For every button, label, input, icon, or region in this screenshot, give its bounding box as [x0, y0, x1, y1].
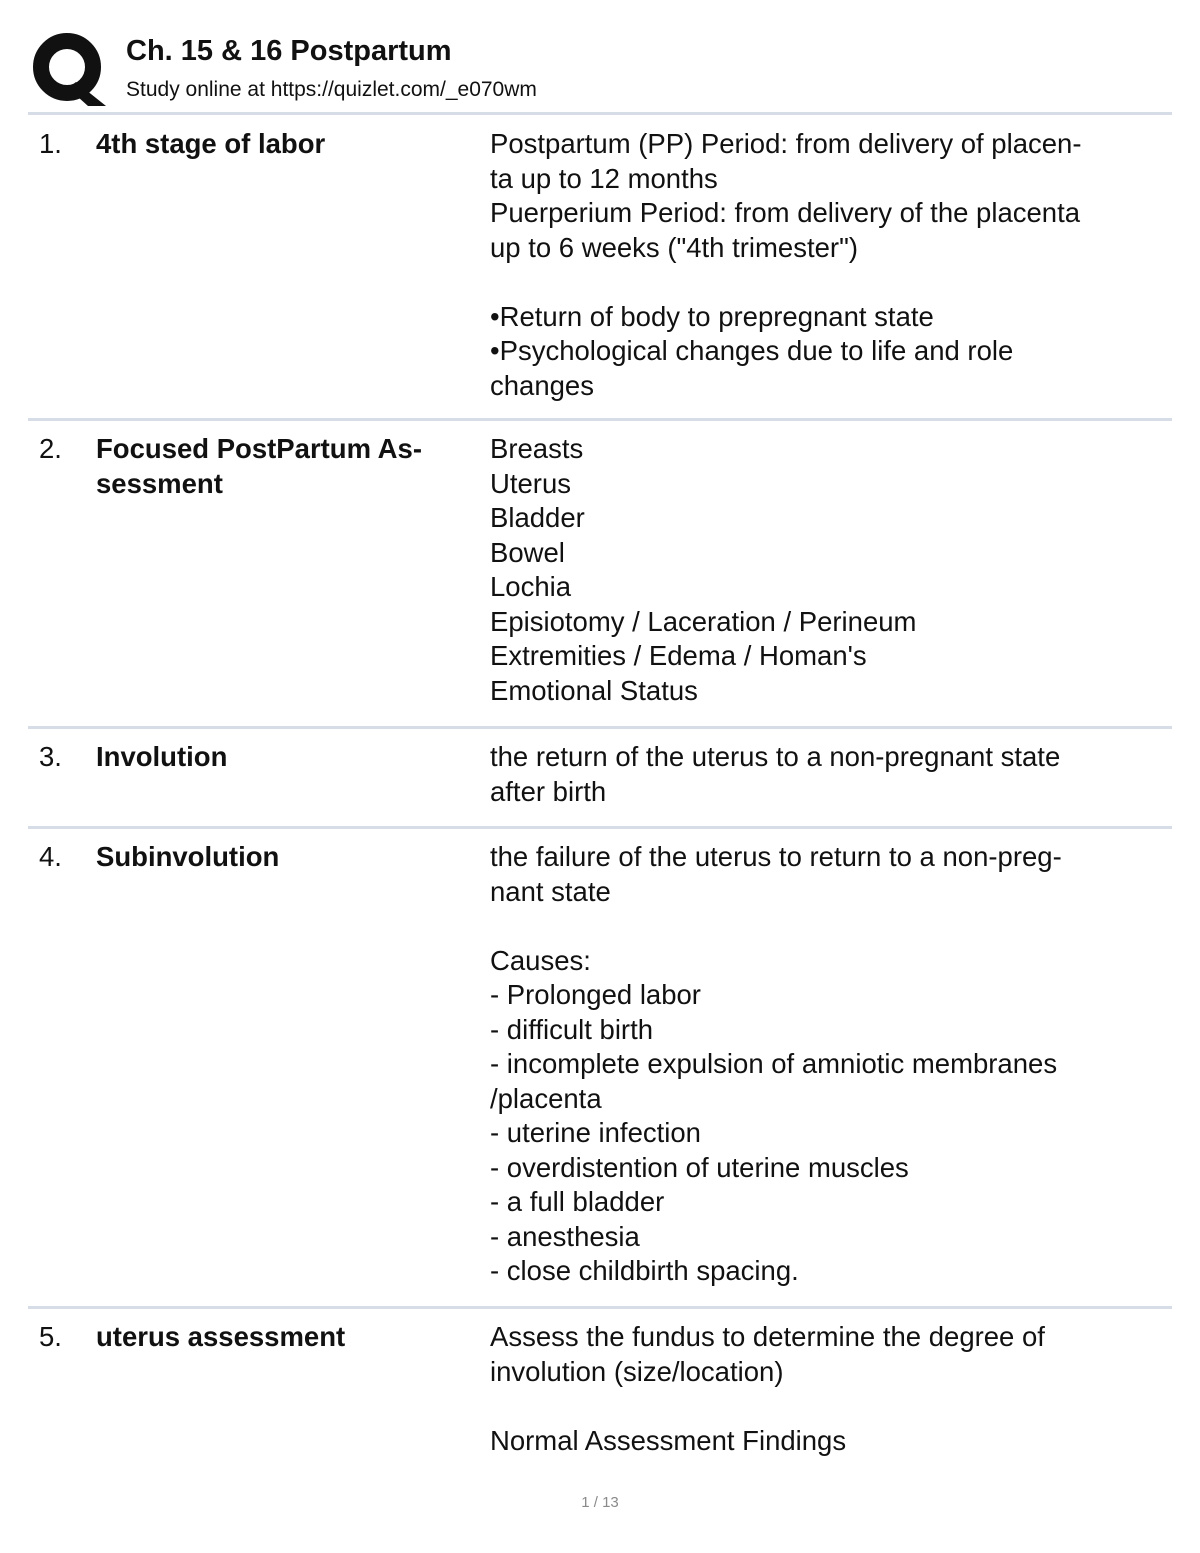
definition-line: Episiotomy / Laceration / Perineum — [490, 605, 917, 637]
page-indicator: 1 / 13 — [581, 1494, 619, 1511]
definition-line: Postpartum (PP) Period: from delivery of placen- — [490, 128, 1082, 159]
term-line: sessment — [96, 467, 223, 499]
definition-line: Normal Assessment Findings — [490, 1424, 847, 1456]
definition-line: involution (size/location) — [490, 1355, 784, 1387]
definition-line — [490, 265, 1170, 300]
term-line: uterus assessment — [96, 1321, 346, 1352]
term-line: Involution — [96, 741, 228, 772]
card-divider — [28, 826, 1172, 829]
card-term — [96, 1320, 476, 1355]
card-definition — [490, 740, 1170, 809]
card-number: 2. — [39, 433, 62, 464]
card-definition — [490, 840, 1170, 1289]
definition-line: Bladder — [490, 502, 585, 533]
definition-line: Puerperium Period: from delivery of the placenta — [490, 197, 1081, 228]
definition-line: after birth — [490, 775, 607, 807]
card-number: 5. — [39, 1321, 62, 1352]
term-line: Subinvolution — [96, 841, 280, 872]
definition-line: - close childbirth spacing. — [490, 1255, 799, 1286]
definition-line: Bowel — [490, 536, 565, 568]
card-term — [96, 127, 476, 162]
definition-line: - difficult birth — [490, 1013, 654, 1045]
definition-line: Emotional Status — [490, 674, 698, 706]
definition-line: Assess the fundus to determine the degree of — [490, 1321, 1045, 1352]
card-term — [96, 740, 476, 775]
card-divider — [28, 418, 1172, 421]
document-header — [28, 28, 1172, 112]
definition-line — [490, 1389, 1170, 1424]
definition-line: - a full bladder — [490, 1186, 665, 1217]
card-term — [96, 432, 476, 501]
definition-line: •Return of body to prepregnant state — [490, 300, 934, 332]
header-divider — [28, 112, 1172, 115]
definition-line: Uterus — [490, 467, 571, 499]
definition-line: - Prolonged labor — [490, 979, 701, 1010]
definition-line: Breasts — [490, 433, 584, 464]
definition-line: the return of the uterus to a non-pregnant state — [490, 741, 1061, 772]
quizlet-logo-icon — [30, 30, 106, 106]
definition-line: Lochia — [490, 571, 572, 602]
card-number: 1. — [39, 128, 62, 159]
term-line: Focused PostPartum As- — [96, 433, 422, 464]
definition-line: up to 6 weeks ("4th trimester") — [490, 231, 858, 263]
definition-line: Extremities / Edema / Homan's — [490, 640, 867, 671]
card-definition — [490, 127, 1170, 403]
definition-line: nant state — [490, 875, 611, 907]
definition-line: ta up to 12 months — [490, 162, 718, 194]
definition-line: changes — [490, 369, 594, 401]
card-term — [96, 840, 476, 875]
definition-line: /placenta — [490, 1082, 602, 1114]
definition-line: - uterine infection — [490, 1117, 701, 1148]
card-definition — [490, 1320, 1170, 1458]
definition-line: - incomplete expulsion of amniotic membranes — [490, 1048, 1058, 1079]
study-online-link[interactable]: Study online at https://quizlet.com/_e070wm — [126, 78, 537, 101]
card-divider — [28, 726, 1172, 729]
card-number: 3. — [39, 741, 62, 772]
definition-line: •Psychological changes due to life and role — [490, 335, 1014, 366]
definition-line: the failure of the uterus to return to a non-preg- — [490, 841, 1062, 872]
definition-line: - overdistention of uterine muscles — [490, 1151, 909, 1183]
definition-line — [490, 909, 1170, 944]
definition-line: - anesthesia — [490, 1220, 640, 1252]
card-definition — [490, 432, 1170, 708]
document-title: Ch. 15 & 16 Postpartum — [126, 35, 452, 67]
card-number: 4. — [39, 841, 62, 872]
term-line: 4th stage of labor — [96, 128, 326, 159]
definition-line: Causes: — [490, 944, 591, 976]
card-divider — [28, 1306, 1172, 1309]
